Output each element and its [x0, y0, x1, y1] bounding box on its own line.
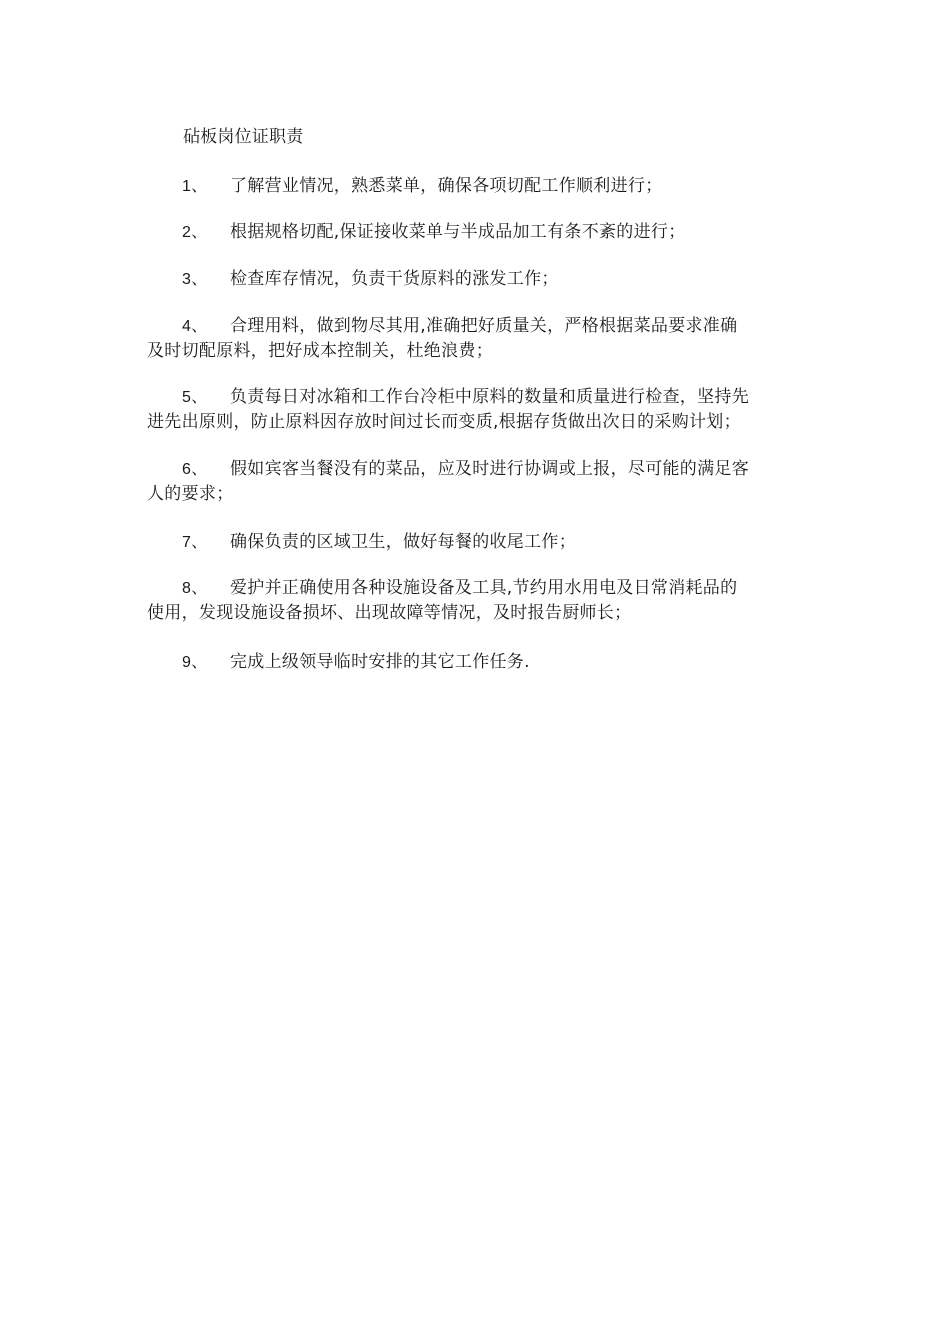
duty-line — [147, 530, 817, 555]
duty-line — [147, 314, 817, 339]
duty-line — [147, 576, 817, 601]
duty-item-3 — [147, 267, 817, 292]
document-title: 砧板岗位证职责 — [183, 127, 304, 147]
duty-item-4 — [147, 314, 817, 363]
duty-line — [147, 650, 817, 675]
item-number: 3、 — [182, 271, 208, 288]
duty-item-9 — [147, 650, 817, 675]
item-number: 2、 — [182, 224, 208, 241]
duty-line — [147, 385, 817, 410]
duty-item-5 — [147, 385, 817, 434]
duty-text: 检查库存情况，负责干货原料的涨发工作； — [230, 269, 559, 289]
duty-line-continued: 使用，发现设施设备损坏、出现故障等情况，及时报告厨师长； — [147, 603, 632, 623]
duty-text: 合理用料，做到物尽其用,准确把好质量关，严格根据菜品要求准确 — [230, 316, 738, 336]
duty-text: 了解营业情况，熟悉菜单，确保各项切配工作顺利进行； — [230, 176, 663, 196]
duty-text: 爱护并正确使用各种设施设备及工具,节约用水用电及日常消耗品的 — [230, 578, 738, 598]
duty-line-continued: 及时切配原料，把好成本控制关，杜绝浪费； — [147, 341, 493, 361]
duty-text: 完成上级领导临时安排的其它工作任务. — [230, 652, 530, 672]
duty-text: 假如宾客当餐没有的菜品，应及时进行协调或上报，尽可能的满足客 — [230, 459, 749, 479]
item-number: 7、 — [182, 534, 208, 551]
duty-item-8 — [147, 576, 817, 625]
item-number: 9、 — [182, 654, 208, 671]
duty-line-continued: 人的要求； — [147, 484, 234, 504]
duty-line — [147, 174, 817, 199]
duty-line-continued: 进先出原则，防止原料因存放时间过长而变质,根据存货做出次日的采购计划； — [147, 412, 741, 432]
item-number: 6、 — [182, 461, 208, 478]
item-number: 5、 — [182, 389, 208, 406]
duty-item-6 — [147, 457, 817, 506]
duty-item-7 — [147, 530, 817, 555]
item-number: 4、 — [182, 318, 208, 335]
duty-line — [147, 220, 817, 245]
duty-item-1 — [147, 174, 817, 199]
item-number: 8、 — [182, 580, 208, 597]
duty-line — [147, 457, 817, 482]
duty-line — [147, 267, 817, 292]
duty-text: 根据规格切配,保证接收菜单与半成品加工有条不紊的进行； — [230, 222, 686, 242]
duty-item-2 — [147, 220, 817, 245]
duty-text: 负责每日对冰箱和工作台冷柜中原料的数量和质量进行检查，坚持先 — [230, 387, 749, 407]
item-number: 1、 — [182, 178, 208, 195]
duty-text: 确保负责的区域卫生，做好每餐的收尾工作； — [230, 532, 576, 552]
